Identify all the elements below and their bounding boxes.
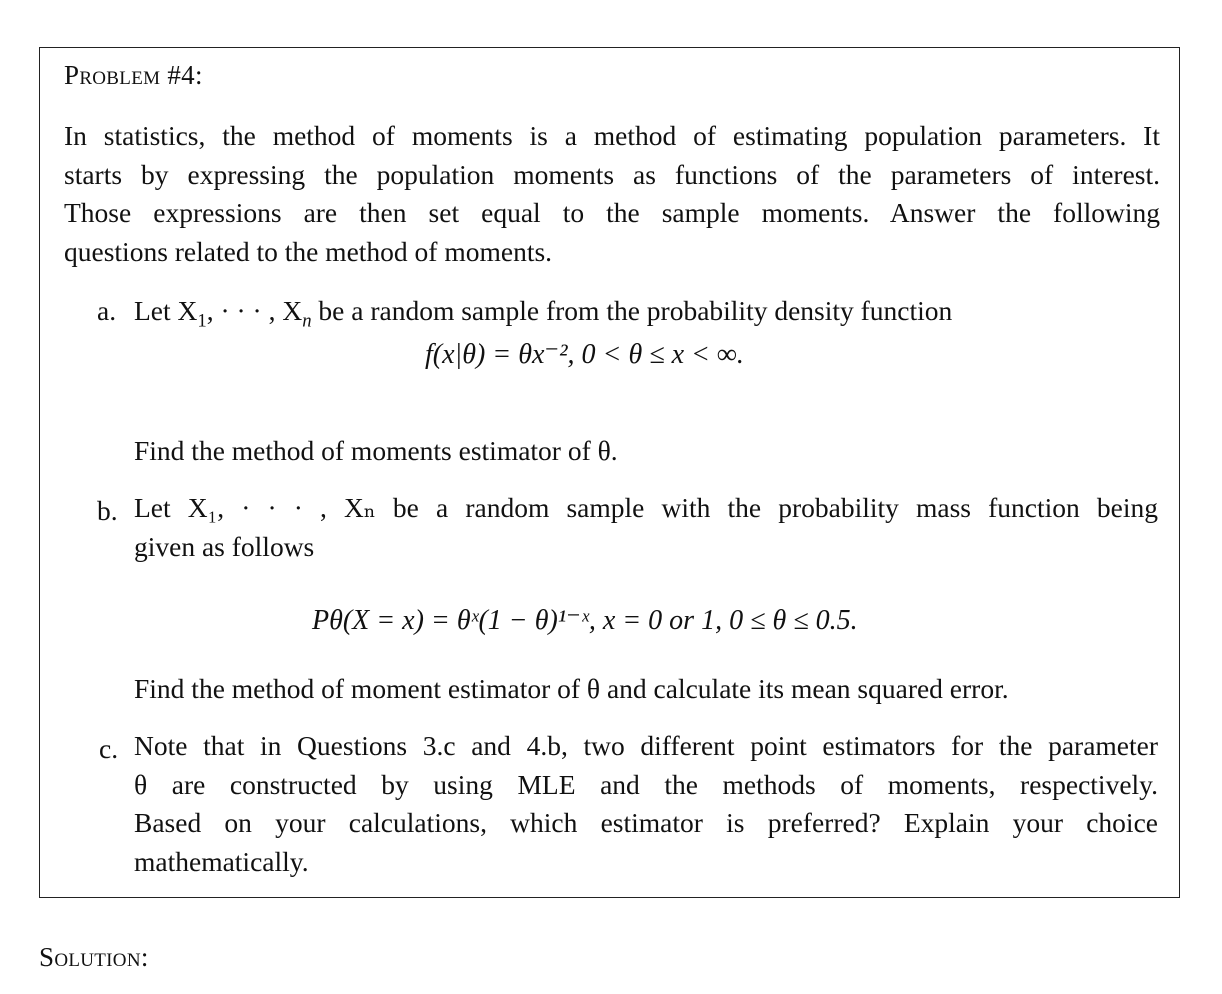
item-c-line: Based on your calculations, which estimator is preferred? Explain your choice	[134, 807, 1158, 838]
item-b-line: Let X₁, · · · , Xₙ be a random sample with the probability mass function being	[134, 492, 1158, 523]
item-a-equation: f(x|θ) = θx⁻², 0 < θ ≤ x < ∞.	[425, 339, 744, 370]
intro-line: questions related to the method of moments.	[64, 235, 553, 267]
item-c-label: c.	[99, 733, 119, 764]
solution-title: Solution:	[39, 942, 149, 972]
problem-intro	[64, 117, 1160, 271]
intro-line: Those expressions are then set equal to the sample moments. Answer the following	[64, 197, 1160, 228]
item-b-line: given as follows	[134, 530, 315, 562]
item-a-label: a.	[97, 295, 117, 326]
problem-title: Problem #4:	[64, 60, 203, 90]
item-c-line: mathematically.	[134, 845, 309, 877]
item-a-lead: Let $X_1$, · · · , $X_n$ be a random sample from the probability density function	[134, 295, 953, 332]
intro-line: starts by expressing the population moments as functions of the parameters of interest.	[64, 158, 1160, 190]
item-b-equation: Pθ(X = x) = θˣ(1 − θ)¹⁻ˣ, x = 0 or 1, 0 ≤ θ ≤ 0.5.	[312, 605, 858, 636]
item-c-line: θ are constructed by using MLE and the methods of moments, respectively.	[134, 768, 1158, 800]
item-b-followup: Find the method of moment estimator of θ and calculate its mean squared error.	[134, 673, 1009, 704]
intro-line: In statistics, the method of moments is a method of estimating population parameters. It	[64, 120, 1160, 151]
item-a-followup: Find the method of moments estimator of θ.	[134, 435, 618, 466]
item-c-line: Note that in Questions 3.c and 4.b, two different point estimators for the parameter	[134, 730, 1158, 761]
item-b-label: b.	[97, 495, 118, 526]
item-b-text	[134, 489, 1158, 566]
item-c-text	[134, 727, 1158, 881]
